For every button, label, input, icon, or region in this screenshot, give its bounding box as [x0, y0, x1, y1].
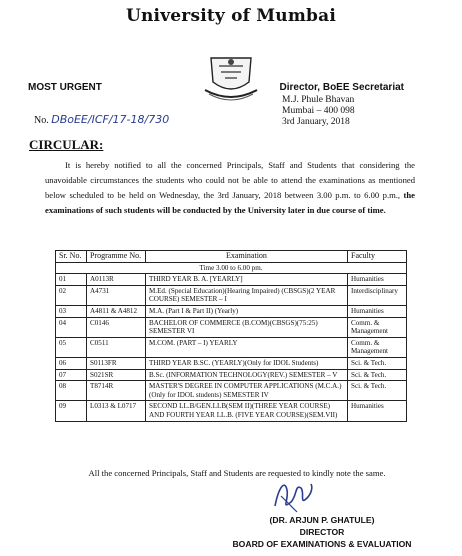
sr-cell: 01 — [56, 274, 87, 286]
sr-cell: 07 — [56, 369, 87, 381]
table-row — [56, 305, 407, 317]
examination-cell: B.Sc. (INFORMATION TECHNOLOGY(REV.) SEMESTER – V — [146, 369, 348, 381]
signatory-name: (DR. ARJUN P. GHATULE) — [269, 515, 375, 525]
faculty-cell: Humanities — [348, 401, 407, 421]
examination-cell: SECOND LL.B/GEN.LLB(SEM II)(THREE YEAR COURSE) AND FOURTH YEAR LL.B. (FIVE YEAR COURSE)(SEM.VII) — [146, 401, 348, 421]
column-header: Faculty — [348, 251, 407, 263]
table-row — [56, 381, 407, 401]
programme-cell: T8714R — [87, 381, 146, 401]
sr-cell: 03 — [56, 305, 87, 317]
circular-text-bold: the examinations of such students will be conducted by the University later in due course of time. — [45, 190, 415, 215]
sr-cell: 09 — [56, 401, 87, 421]
programme-cell: A0113R — [87, 274, 146, 286]
sr-cell: 04 — [56, 317, 87, 337]
programme-cell: C0146 — [87, 317, 146, 337]
circular-heading: CIRCULAR: — [29, 137, 104, 152]
faculty-cell: Sci. & Tech. — [348, 369, 407, 381]
faculty-cell: Comm. & Management — [348, 337, 407, 357]
faculty-cell: Humanities — [348, 305, 407, 317]
faculty-cell: Comm. & Management — [348, 317, 407, 337]
programme-cell: L0313 & L0717 — [87, 401, 146, 421]
reference-number — [34, 113, 169, 126]
university-seal-icon — [199, 52, 263, 106]
circular-body — [45, 158, 415, 218]
university-title: University of Mumbai — [125, 6, 337, 26]
table-row — [56, 317, 407, 337]
exam-table — [55, 250, 407, 422]
address-line: Mumbai – 400 098 — [282, 106, 355, 116]
table-row — [56, 369, 407, 381]
director-office: Director, BoEE Secretariat — [279, 82, 404, 93]
reference-label: No. — [34, 115, 49, 126]
faculty-cell: Sci. & Tech. — [348, 381, 407, 401]
column-header: Sr. No. — [56, 251, 87, 263]
faculty-cell: Sci. & Tech. — [348, 357, 407, 369]
programme-cell: S021SR — [87, 369, 146, 381]
table-row — [56, 401, 407, 421]
examination-cell: MASTER'S DEGREE IN COMPUTER APPLICATIONS (M.C.A.)(Only for IDOL students) SEMESTER IV — [146, 381, 348, 401]
exam-table-wrapper — [55, 250, 407, 422]
table-header-row — [56, 251, 407, 263]
sr-cell: 02 — [56, 285, 87, 305]
signature-block — [232, 514, 412, 550]
signature-icon — [267, 476, 317, 516]
programme-cell: C0511 — [87, 337, 146, 357]
examination-cell: THIRD YEAR B.SC. (YEARLY)(Only for IDOL Students) — [146, 357, 348, 369]
reference-handwritten: DBoEE/ICF/17-18/730 — [51, 113, 170, 126]
signatory-designation: DIRECTOR — [299, 527, 345, 537]
sr-cell: 06 — [56, 357, 87, 369]
table-row — [56, 285, 407, 305]
sr-cell: 08 — [56, 381, 87, 401]
date-line: 3rd January, 2018 — [282, 117, 350, 127]
examination-cell: M.COM. (PART – I) YEARLY — [146, 337, 348, 357]
circular-text: It is hereby notified to all the concerned Principals, Staff and Students that considering the unavoidable circumstances the students who could not be able to attend the examinations as mentioned below scheduled to be held on Wednesday, the 3rd January, 2018 between 3.00 p.m. to 6.00 p.m., — [45, 160, 415, 200]
programme-cell: S0113FR — [87, 357, 146, 369]
footer-note: All the concerned Principals, Staff and Students are requested to kindly note the same. — [88, 468, 386, 478]
sr-cell: 05 — [56, 337, 87, 357]
urgent-label: MOST URGENT — [28, 82, 102, 93]
signatory-board: BOARD OF EXAMINATIONS & EVALUATION — [232, 539, 412, 549]
examination-cell: M.Ed. (Special Education)(Hearing Impaired) (CBSGS)(2 YEAR COURSE) SEMESTER – I — [146, 285, 348, 305]
address-line: M.J. Phule Bhavan — [282, 95, 355, 105]
time-cell: Time 3.00 to 6.00 pm. — [56, 262, 407, 274]
examination-cell: BACHELOR OF COMMERCE (B.COM)(CBSGS)(75:25) SEMESTER VI — [146, 317, 348, 337]
programme-cell: A4811 & A4812 — [87, 305, 146, 317]
examination-cell: M.A. (Part I & Part II) (Yearly) — [146, 305, 348, 317]
table-row — [56, 274, 407, 286]
table-row — [56, 357, 407, 369]
programme-cell: A4731 — [87, 285, 146, 305]
time-row — [56, 262, 407, 274]
faculty-cell: Interdisciplinary — [348, 285, 407, 305]
column-header: Examination — [146, 251, 348, 263]
faculty-cell: Humanities — [348, 274, 407, 286]
examination-cell: THIRD YEAR B. A. [YEARLY] — [146, 274, 348, 286]
column-header: Programme No. — [87, 251, 146, 263]
table-row — [56, 337, 407, 357]
